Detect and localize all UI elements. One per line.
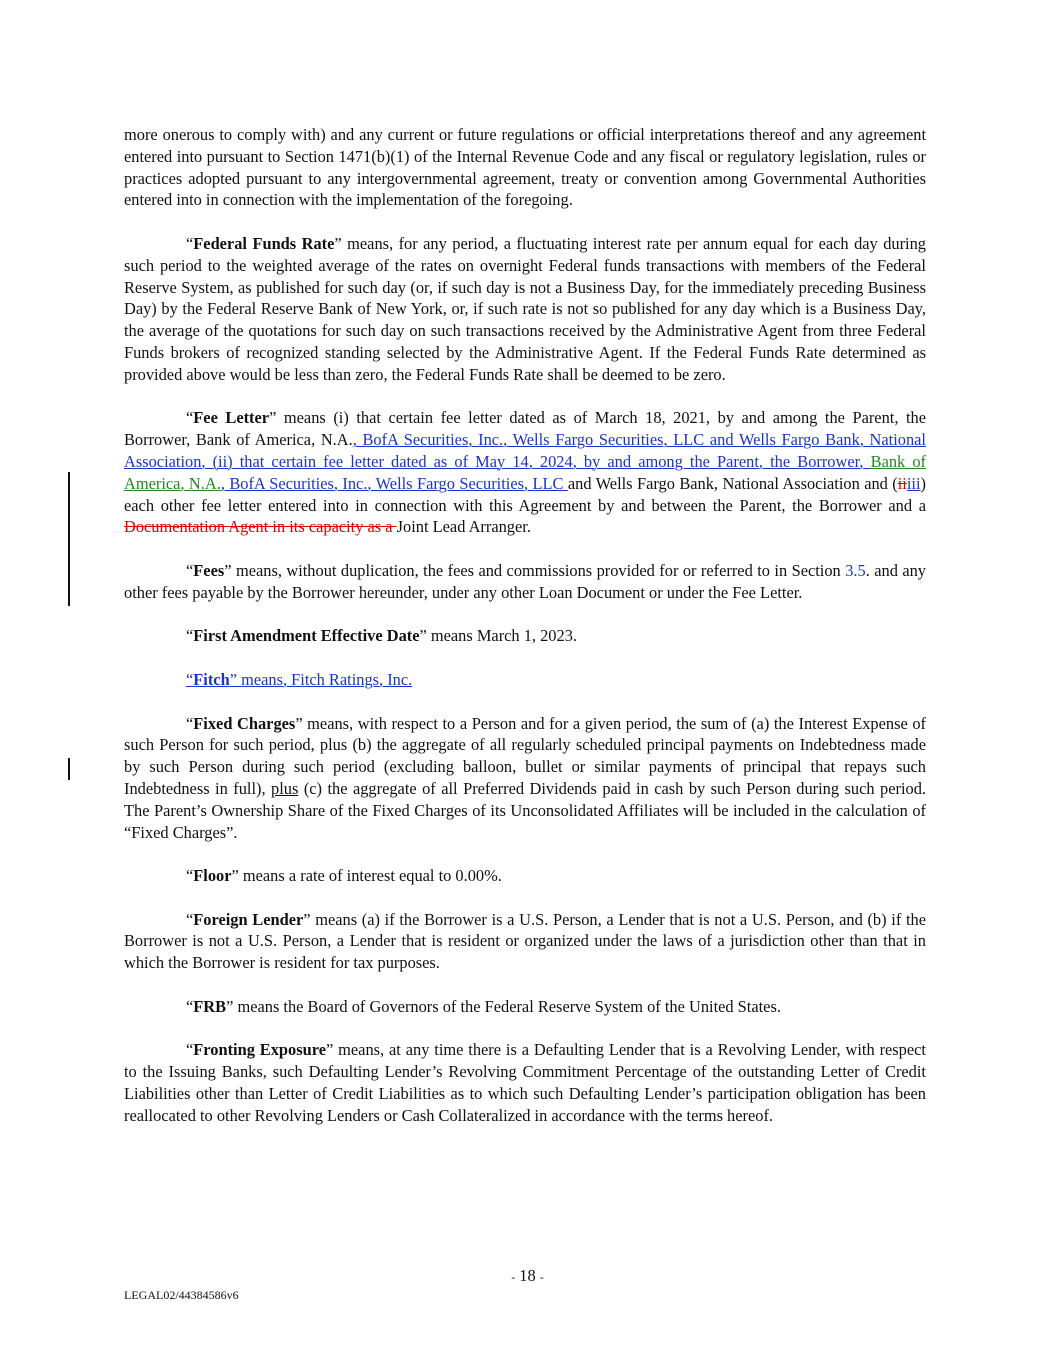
- document-id: LEGAL02/44384586v6: [124, 1288, 239, 1302]
- defined-term: Fronting Exposure: [193, 1040, 326, 1060]
- inserted-text: iii: [906, 473, 921, 493]
- defined-term: Foreign Lender: [193, 909, 304, 929]
- definition-fronting-exposure: “Fronting Exposure” means, at any time there is a Defaulting Lender that is a Revolving Lender, with respect to the Issuing Banks, such Defaulting Lender’s Revolving Commitment Percentage of the outstanding Letter of Credit Liabilities other than Letter of Credit Liabilities as to which such Defaulting Lender’s participation obligation has been reallocated to other Revolving Lenders or Cash Collateralized in accordance with the terms hereof.: [124, 1040, 926, 1125]
- inserted-text: , BofA Securities, Inc., Wells Fargo Securities, LLC: [220, 473, 568, 493]
- definition-frb: “FRB” means the Board of Governors of the Federal Reserve System of the United States.: [186, 996, 781, 1016]
- definition-foreign-lender: “Foreign Lender” means (a) if the Borrower is a U.S. Person, a Lender that is not a U.S. Person, and (b) if the Borrower is not a U.S. Person, a Lender that is resident or organized under the laws of a jurisdiction other than that in which the Borrower is resident for tax purposes.: [124, 909, 926, 973]
- inserted-text: “Fitch” means, Fitch Ratings, Inc.: [186, 669, 413, 689]
- defined-term: Federal Funds Rate: [193, 233, 335, 253]
- defined-term: FRB: [193, 996, 227, 1016]
- change-bar-fitch: [68, 758, 70, 780]
- definition-first-amendment-effective-date: “First Amendment Effective Date” means March 1, 2023.: [186, 626, 577, 646]
- document-page: [124, 124, 926, 1148]
- deleted-text: ii: [897, 473, 907, 493]
- defined-term: Fees: [193, 560, 225, 580]
- moved-text: Bank of America, N.A.: [124, 451, 927, 493]
- defined-term: First Amendment Effective Date: [193, 626, 420, 646]
- definition-fee-letter: “Fee Letter” means (i) that certain fee letter dated as of March 18, 2021, by and among the Parent, the Borrower, Bank of America, N.A., BofA Securities, Inc., Wells Fargo Securities, LLC and Wells Fargo Bank, National Association, (ii) that certain fee letter dated as of May 14, 2024, by and among the Parent, the Borrower, Bank of America, N.A., BofA Securities, Inc., Wells Fargo Securities, LLC and Wells Fargo Bank, National Association and (iiiii) each other fee letter entered into in connection with this Agreement by and between the Parent, the Borrower and a Documentation Agent in its capacity as a Joint Lead Arranger.: [124, 408, 927, 537]
- page-number: - 18 -: [511, 1266, 544, 1285]
- definition-federal-funds-rate: “Federal Funds Rate” means, for any period, a fluctuating interest rate per annum equal for each day during such period to the weighted average of the rates on overnight Federal funds transactions with members of the Federal Reserve System, as published for such day (or, if such day is not a Business Day, for the immediately preceding Business Day) by the Federal Reserve Bank of New York, or, if such rate is not so published for any day which is a Business Day, the average of the quotations for such day on such transactions received by the Administrative Agent from three Federal Funds brokers of recognized standing selected by the Administrative Agent. If the Federal Funds Rate determined as provided above would be less than zero, the Federal Funds Rate shall be deemed to be zero.: [124, 233, 926, 384]
- defined-term: Floor: [193, 866, 232, 886]
- definition-floor: “Floor” means a rate of interest equal to 0.00%.: [186, 866, 502, 886]
- deleted-text: Documentation Agent in its capacity as a: [124, 517, 397, 537]
- paragraph-fatca-continued: more onerous to comply with) and any current or future regulations or official interpretations thereof and any agreement entered into pursuant to Section 1471(b)(1) of the Internal Revenue Code and any fiscal or regulatory legislation, rules or practices adopted pursuant to any intergovernmental agreement, treaty or convention among Governmental Authorities entered into in connection with the implementation of the foregoing.: [124, 125, 926, 210]
- defined-term: Fitch: [193, 669, 230, 689]
- definition-fees: “Fees” means, without duplication, the fees and commissions provided for or referred to in Section 3.5. and any other fees payable by the Borrower hereunder, under any other Loan Document or under the Fee Letter.: [124, 560, 927, 602]
- definition-fixed-charges: “Fixed Charges” means, with respect to a Person and for a given period, the sum of (a) the Interest Expense of such Person for such period, plus (b) the aggregate of all regularly scheduled principal payments on Indebtedness made by such Person during such period (excluding balloon, bullet or similar payments of principal that repays such Indebtedness in full), plus (c) the aggregate of all Preferred Dividends paid in cash by such Person during such period. The Parent’s Ownership Share of the Fixed Charges of its Unconsolidated Affiliates will be included in the calculation of “Fixed Charges”.: [124, 713, 926, 842]
- section-link[interactable]: 3.5: [845, 560, 866, 580]
- inserted-text: , BofA Securities, Inc., Wells Fargo Securities, LLC and Wells Fargo Bank, National Association, (ii) that certain fee letter dated as of May 14, 2024, by and among the Parent, the Borrower,: [124, 430, 926, 471]
- underlined-plus: plus: [271, 778, 299, 798]
- defined-term: Fixed Charges: [193, 713, 296, 733]
- defined-term: Fee Letter: [193, 408, 270, 428]
- change-bar-fee-letter: [68, 472, 70, 606]
- definition-fitch: [124, 669, 926, 691]
